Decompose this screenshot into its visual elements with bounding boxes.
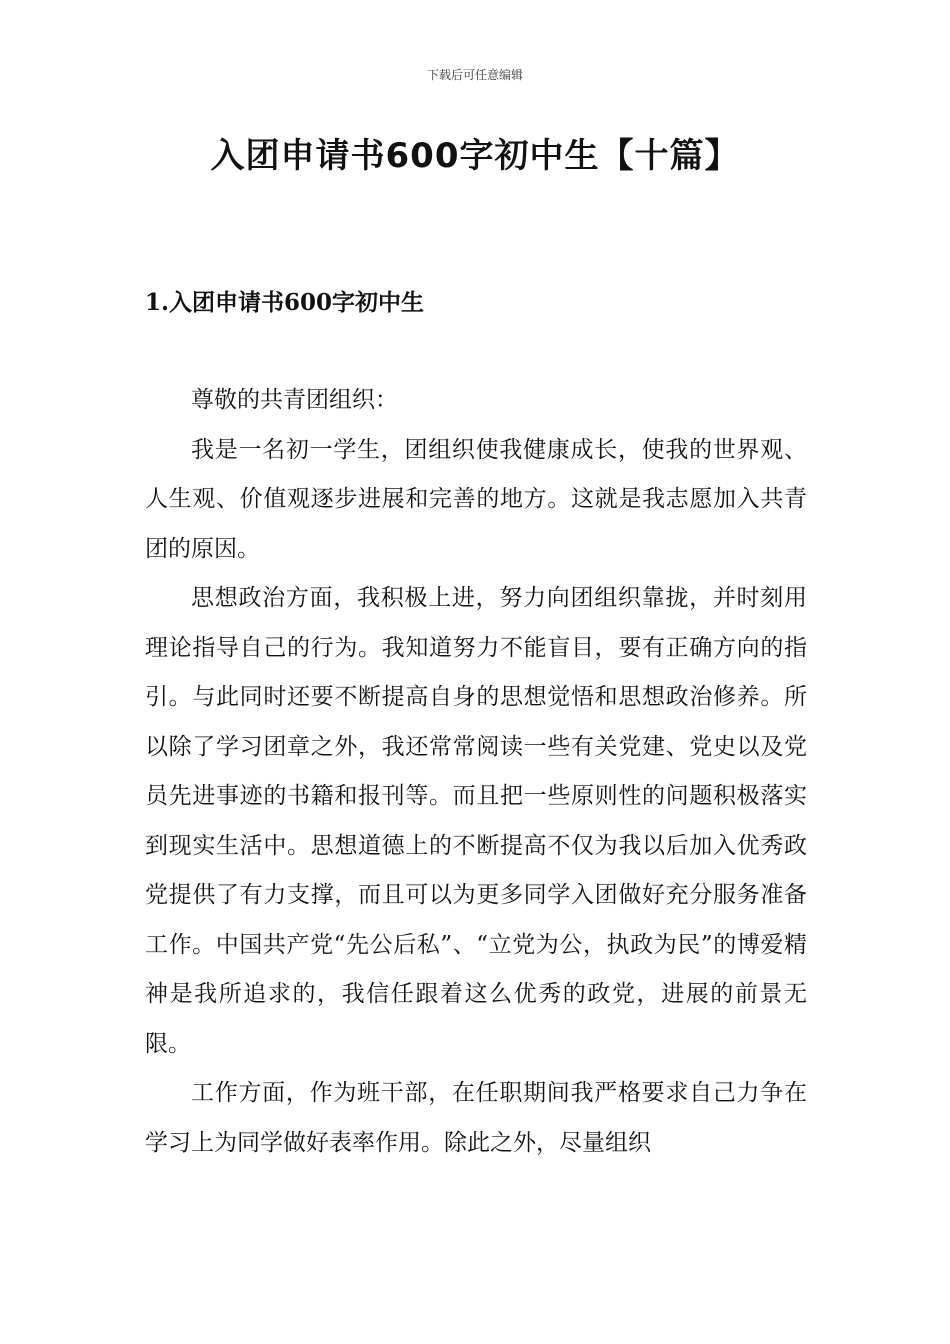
body-paragraph: 思想政治方面，我积极上进，努力向团组织靠拢，并时刻用理论指导自己的行为。我知道努力不能盲目，要有正确方向的指引。与此同时还要不断提高自身的思想觉悟和思想政治修养。所以除了学习团章之外，我还常常阅读一些有关党建、党史以及党员先进事迹的书籍和报刊等。而且把一些原则性的问题积极落实到现实生活中。思想道德上的不断提高不仅为我以后加入优秀政党提供了有力支撑，而且可以为更多同学入团做好充分服务准备工作。中国共产党“先公后私”、“立党为公，执政为民”的博爱精神是我所追求的，我信任跟着这么优秀的政党，进展的前景无限。 (145, 585, 807, 1057)
salutation-paragraph: 尊敬的共青团组织： (191, 387, 398, 413)
body-paragraph: 工作方面，作为班干部，在任职期间我严格要求自己力争在学习上为同学做好表率作用。除此之外，尽量组织 (145, 1080, 807, 1156)
section-heading: 1.入团申请书600字初中生 (145, 289, 425, 316)
header-note: 下载后可任意编辑 (426, 68, 523, 82)
body-text (145, 376, 807, 1168)
body-paragraph: 我是一名初一学生，团组织使我健康成长，使我的世界观、人生观、价值观逐步进展和完善的地方。这就是我志愿加入共青团的原因。 (145, 436, 807, 562)
document-title: 入团申请书600字初中生【十篇】 (210, 136, 740, 176)
